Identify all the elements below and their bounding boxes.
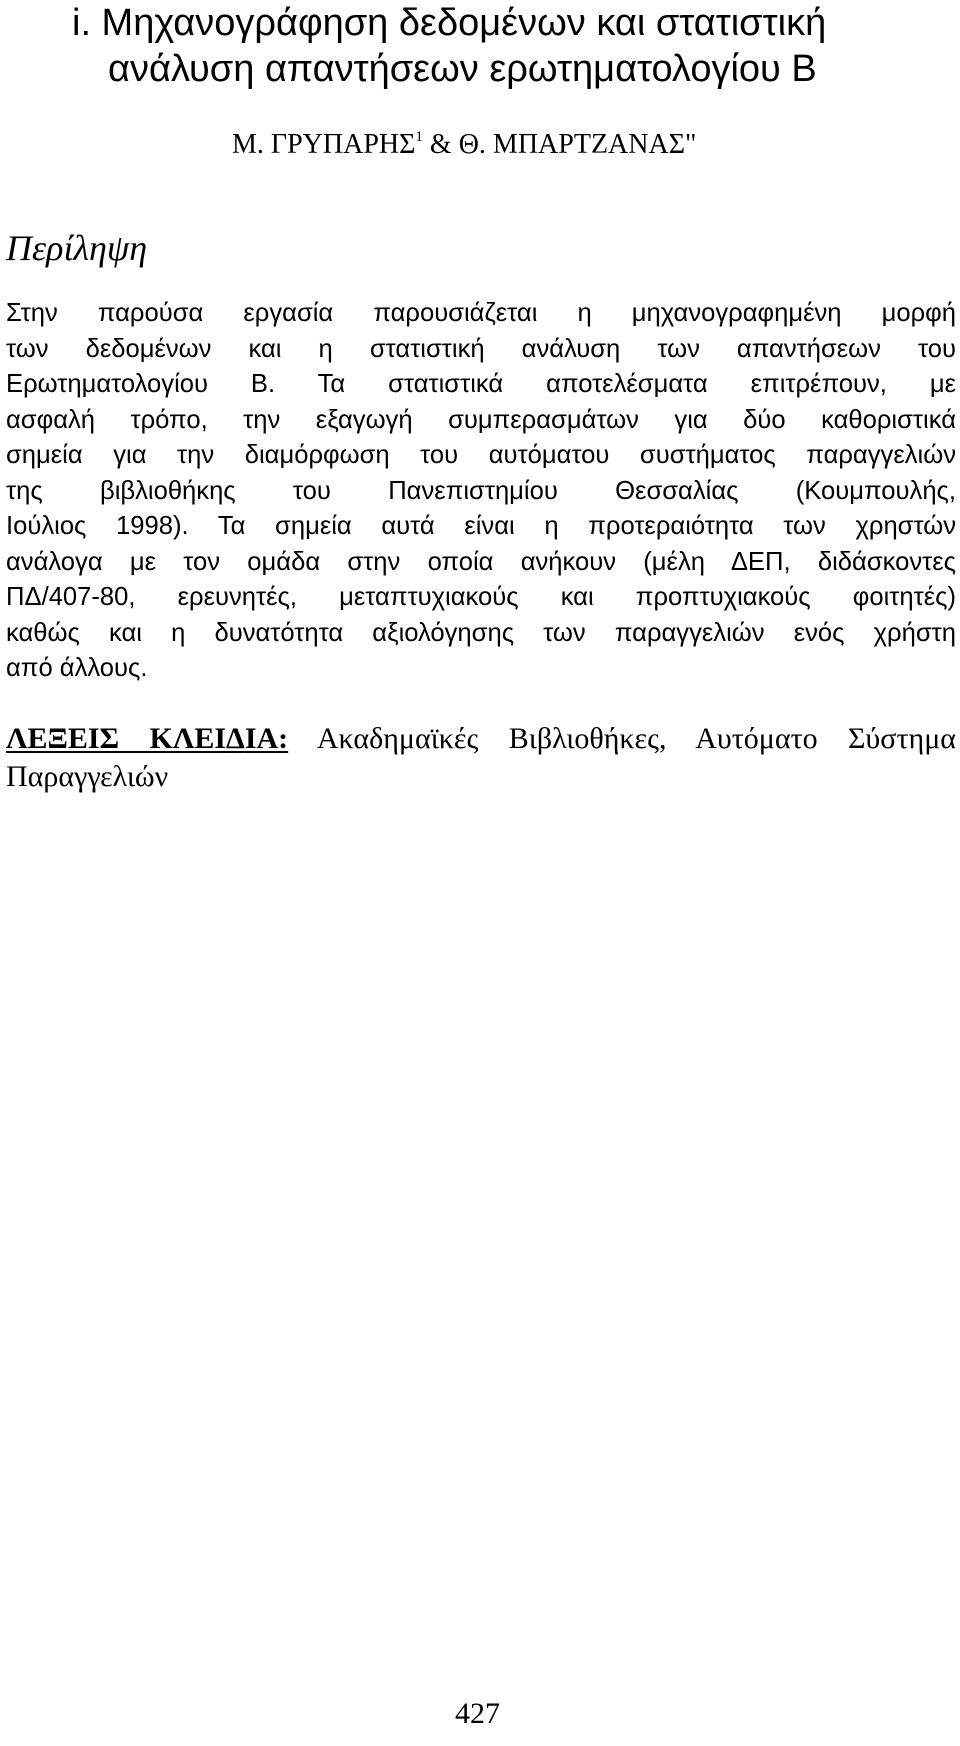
abstract-body (6, 296, 956, 687)
abstract-line: ασφαλή τρόπο, την εξαγωγή συμπερασμάτων για δύο καθοριστικά (6, 405, 956, 434)
author-separator: & (422, 129, 459, 160)
abstract-line: από άλλους. (6, 654, 148, 682)
abstract-line: σημεία για την διαμόρφωση του αυτόματου συστήματος παραγγελιών (6, 441, 956, 469)
abstract-line: Στην παρούσα εργασία παρουσιάζεται η μηχανογραφημένη μορφή (6, 299, 956, 327)
page-number: 427 (455, 1697, 500, 1730)
keywords-section (6, 720, 956, 796)
abstract-line: καθώς και η δυνατότητα αξιολόγησης των παραγγελιών ενός χρήστη (6, 618, 956, 647)
keywords-text-1: Ακαδημαϊκές Βιβλιοθήκες, Αυτόματο Σύστημα (288, 722, 957, 755)
author-2: Θ. ΜΠΑΡΤΖΑΝΑΣ" (458, 129, 697, 160)
keywords-line-2: Παραγγελιών (6, 760, 169, 793)
abstract-line: των δεδομένων και η στατιστική ανάλυση των απαντήσεων του (6, 334, 956, 363)
keywords-label (6, 722, 288, 755)
abstract-line: ανάλογα με τον ομάδα στην οποία ανήκουν (μέλη ΔΕΠ, διδάσκοντες (6, 547, 956, 576)
author-1-affiliation-mark: 1 (415, 129, 423, 145)
paper-title (72, 0, 952, 92)
abstract-heading: Περίληψη (6, 228, 148, 268)
abstract-line: της βιβλιοθήκης του Πανεπιστημίου Θεσσαλίας (Κουμπουλής, (6, 476, 956, 505)
keywords-line-1 (6, 720, 956, 758)
keywords-label-underlined-letter: Δ (226, 722, 245, 755)
keywords-label-part-2: ΙΑ: (244, 722, 289, 755)
paper-title-line-1: i. Μηχανογράφηση δεδομένων και στατιστική (72, 2, 827, 44)
abstract-line: Ιούλιος 1998). Τα σημεία αυτά είναι η προτεραιότητα των χρηστών (6, 512, 956, 540)
keywords-label-part-1: ΛΕΞΕΙΣ ΚΛΕΙ (6, 722, 227, 755)
author-list (232, 128, 696, 162)
author-1: Μ. ΓΡΥΠΑΡΗΣ (232, 129, 416, 160)
abstract-line: Ερωτηματολογίου Β. Τα στατιστικά αποτελέσματα επιτρέπουν, με (6, 370, 956, 398)
abstract-line: ΠΔ/407-80, ερευνητές, μεταπτυχιακούς και προπτυχιακούς φοιτητές) (6, 583, 956, 611)
paper-title-line-2: ανάλυση απαντήσεων ερωτηματολογίου Β (108, 48, 817, 90)
